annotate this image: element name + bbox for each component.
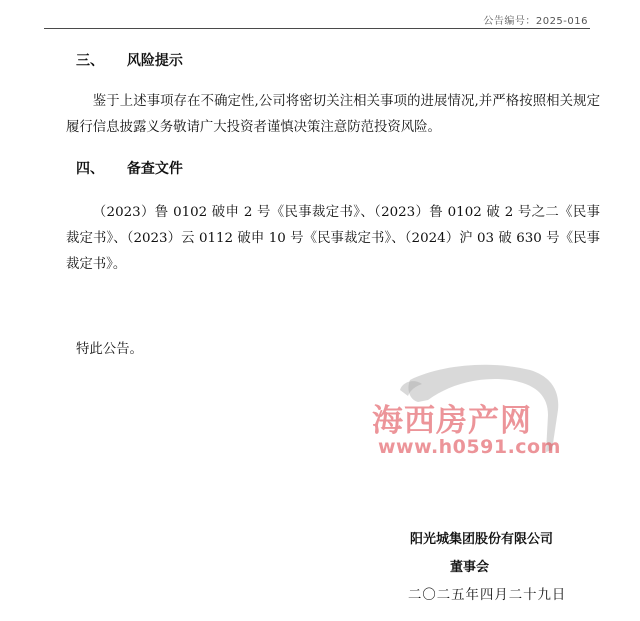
closing-statement: 特此公告。 <box>76 342 143 357</box>
risk-paragraph: 鉴于上述事项存在不确定性,公司将密切关注相关事项的进展情况,并严格按照相关规定履行信息披露义务敬请广大投资者谨慎决策注意防范投资风险。 <box>66 94 600 135</box>
section-title: 备查文件 <box>126 161 183 177</box>
section-heading-documents <box>76 158 183 178</box>
watermark-url-text: www.h0591.com <box>378 436 561 458</box>
signature-company: 阳光城集团股份有限公司 <box>410 532 554 547</box>
signature-board: 董事会 <box>450 560 490 575</box>
watermark-brand-text: 海西房产网 <box>372 403 532 439</box>
section-title: 风险提示 <box>126 53 183 69</box>
header-divider <box>44 28 590 29</box>
signature-date: 二〇二五年四月二十九日 <box>408 588 567 603</box>
reference-documents-paragraph: （2023）鲁 0102 破申 2 号《民事裁定书》、（2023）鲁 0102 破 2 号之二《民事裁定书》、（2023）云 0112 破申 10 号《民事裁定书》、（2024）沪 03 破 630 号《民事裁定书》。 <box>66 205 600 272</box>
announcement-number: 公告编号：2025-016 <box>483 16 588 27</box>
section-number: 三、 <box>76 53 104 69</box>
section-heading-risk <box>76 50 183 70</box>
section-number: 四、 <box>76 161 104 177</box>
